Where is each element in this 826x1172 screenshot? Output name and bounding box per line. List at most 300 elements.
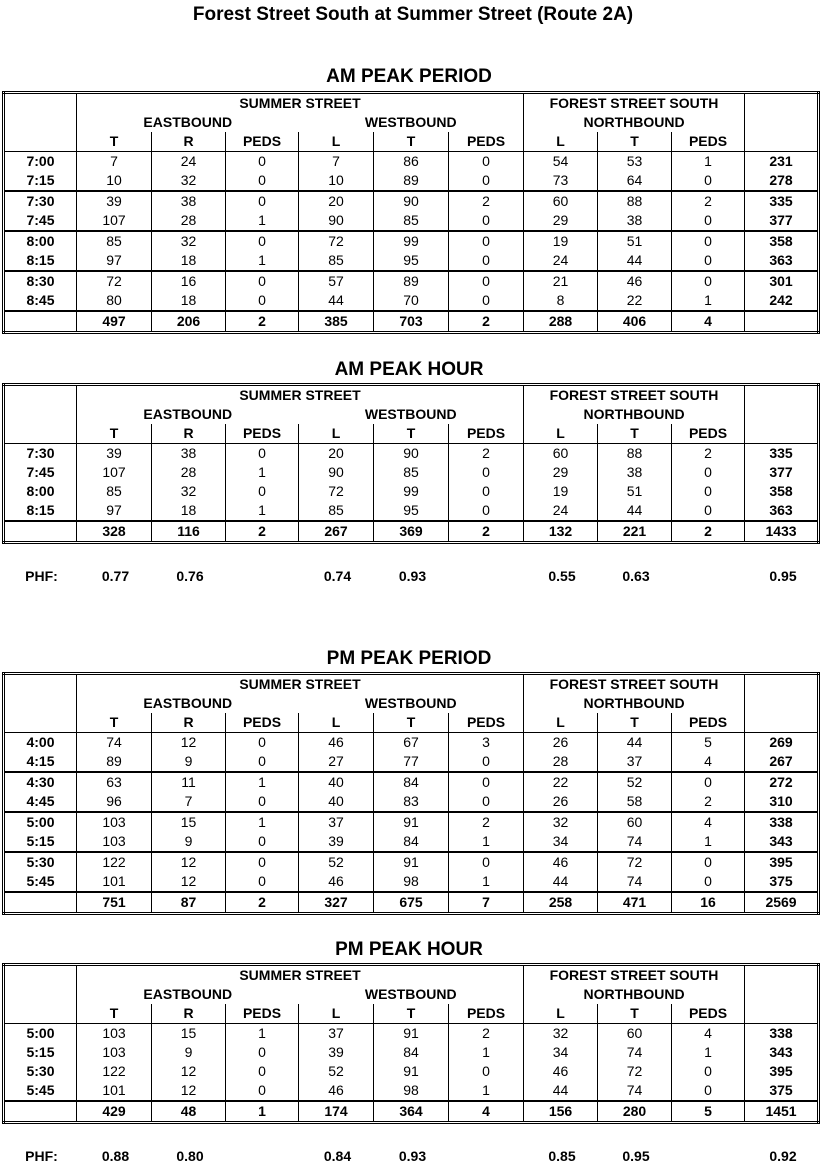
count-cell: 24 xyxy=(152,152,226,172)
time-cell: 5:30 xyxy=(26,1063,55,1079)
count-cell: 38 xyxy=(598,463,672,482)
total-cell: 87 xyxy=(152,892,226,914)
time-cell: 7:45 xyxy=(26,464,55,480)
count-cell: 107 xyxy=(77,211,152,231)
count-cell: 74 xyxy=(77,733,152,753)
header-row-direction xyxy=(4,405,819,424)
movement-header: PEDS xyxy=(672,1004,745,1024)
row-total-cell: 278 xyxy=(745,171,819,191)
header-total-cell xyxy=(745,985,819,1004)
total-cell: 328 xyxy=(77,521,152,543)
count-cell: 85 xyxy=(299,501,374,521)
table-row xyxy=(4,772,819,792)
grand-total-cell: 1433 xyxy=(745,521,819,543)
count-cell: 86 xyxy=(374,152,449,172)
phf-value: 0.80 xyxy=(176,1148,204,1164)
header-total-cell xyxy=(745,113,819,132)
grand-total-cell: 2569 xyxy=(745,892,819,914)
count-cell: 0 xyxy=(672,463,745,482)
total-cell: 206 xyxy=(152,311,226,333)
count-cell: 16 xyxy=(152,271,226,291)
totals-label-cell xyxy=(4,521,77,543)
total-cell: 2 xyxy=(672,521,745,543)
header-summer-street: SUMMER STREET xyxy=(77,93,524,114)
count-cell: 2 xyxy=(672,191,745,211)
count-cell: 0 xyxy=(672,501,745,521)
movement-header: PEDS xyxy=(226,132,299,152)
row-total-cell: 310 xyxy=(745,792,819,812)
count-table xyxy=(2,91,820,334)
count-cell: 60 xyxy=(524,191,598,211)
count-cell: 5 xyxy=(672,733,745,753)
header-row-direction xyxy=(4,985,819,1004)
total-cell: 132 xyxy=(524,521,598,543)
count-cell: 99 xyxy=(374,482,449,501)
count-cell: 0 xyxy=(672,1062,745,1081)
corner-cell xyxy=(4,985,77,1004)
header-row-movement xyxy=(4,132,819,152)
count-cell: 88 xyxy=(598,444,672,464)
count-cell: 26 xyxy=(524,733,598,753)
corner-cell xyxy=(4,674,77,695)
total-cell: 703 xyxy=(374,311,449,333)
total-cell: 471 xyxy=(598,892,672,914)
count-cell: 12 xyxy=(152,733,226,753)
movement-header: L xyxy=(299,1004,374,1024)
time-cell: 7:45 xyxy=(4,211,77,231)
time-cell: 8:00 xyxy=(26,233,55,249)
count-cell: 91 xyxy=(374,852,449,872)
count-cell: 67 xyxy=(374,733,449,753)
row-total-cell: 343 xyxy=(745,832,819,852)
count-cell: 53 xyxy=(598,152,672,172)
corner-cell xyxy=(4,93,77,114)
count-cell: 32 xyxy=(152,171,226,191)
table-row xyxy=(4,872,819,892)
movement-header: L xyxy=(524,424,598,444)
count-cell: 85 xyxy=(299,251,374,271)
count-cell: 20 xyxy=(299,444,374,464)
phf-value: 0.55 xyxy=(548,568,576,584)
movement-header: T xyxy=(77,132,152,152)
table-row xyxy=(4,733,819,753)
row-total-cell: 363 xyxy=(745,251,819,271)
count-cell: 9 xyxy=(152,832,226,852)
movement-header: T xyxy=(374,424,449,444)
totals-row xyxy=(4,892,819,914)
movement-header: PEDS xyxy=(672,713,745,733)
total-cell: 1 xyxy=(226,1101,299,1123)
total-cell: 288 xyxy=(524,311,598,333)
count-cell: 1 xyxy=(226,1024,299,1044)
movement-header: PEDS xyxy=(449,132,524,152)
count-cell: 0 xyxy=(226,482,299,501)
count-cell: 0 xyxy=(226,171,299,191)
count-cell: 2 xyxy=(449,1024,524,1044)
row-total-cell: 358 xyxy=(745,482,819,501)
total-cell: 267 xyxy=(299,521,374,543)
count-cell: 90 xyxy=(374,444,449,464)
count-cell: 97 xyxy=(77,251,152,271)
phf-row xyxy=(5,1147,820,1166)
count-cell: 0 xyxy=(449,792,524,812)
count-cell: 8 xyxy=(524,291,598,311)
count-cell: 38 xyxy=(152,191,226,211)
count-cell: 90 xyxy=(299,463,374,482)
count-cell: 1 xyxy=(449,1043,524,1062)
count-cell: 72 xyxy=(77,271,152,291)
header-northbound: NORTHBOUND xyxy=(524,405,745,424)
count-cell: 46 xyxy=(524,852,598,872)
total-cell: 7 xyxy=(449,892,524,914)
count-cell: 96 xyxy=(77,792,152,812)
count-cell: 1 xyxy=(226,501,299,521)
count-cell: 12 xyxy=(152,1081,226,1101)
grand-total-cell: 1451 xyxy=(745,1101,819,1123)
count-cell: 0 xyxy=(672,271,745,291)
movement-header: T xyxy=(77,424,152,444)
count-cell: 83 xyxy=(374,792,449,812)
movement-header: PEDS xyxy=(449,424,524,444)
count-cell: 85 xyxy=(77,482,152,501)
count-cell: 77 xyxy=(374,752,449,772)
total-cell: 369 xyxy=(374,521,449,543)
movement-header: PEDS xyxy=(672,132,745,152)
header-northbound: NORTHBOUND xyxy=(524,694,745,713)
header-row-street xyxy=(4,674,819,695)
count-cell: 103 xyxy=(77,812,152,832)
count-cell: 11 xyxy=(152,772,226,792)
count-cell: 12 xyxy=(152,872,226,892)
count-cell: 101 xyxy=(77,872,152,892)
phf-value: 0.76 xyxy=(176,568,204,584)
totals-label-cell xyxy=(4,311,77,333)
count-cell: 18 xyxy=(152,501,226,521)
count-cell: 0 xyxy=(226,152,299,172)
count-cell: 9 xyxy=(152,1043,226,1062)
totals-row xyxy=(4,521,819,543)
total-cell: 364 xyxy=(374,1101,449,1123)
count-cell: 98 xyxy=(374,872,449,892)
count-cell: 0 xyxy=(672,211,745,231)
count-cell: 52 xyxy=(598,772,672,792)
count-cell: 19 xyxy=(524,482,598,501)
count-cell: 103 xyxy=(77,1024,152,1044)
phf-value: 0.93 xyxy=(398,1148,427,1164)
count-table xyxy=(2,963,820,1124)
section-title: PM PEAK PERIOD xyxy=(326,648,492,669)
count-cell: 74 xyxy=(598,872,672,892)
phf-total: 0.92 xyxy=(769,1148,797,1164)
count-cell: 0 xyxy=(672,1081,745,1101)
total-cell: 2 xyxy=(226,892,299,914)
time-cell: 4:15 xyxy=(4,752,77,772)
phf-row xyxy=(5,567,820,586)
count-cell: 38 xyxy=(152,444,226,464)
header-westbound: WESTBOUND xyxy=(364,695,457,711)
movement-header: R xyxy=(152,132,226,152)
count-cell: 63 xyxy=(77,772,152,792)
count-cell: 51 xyxy=(598,482,672,501)
table-row xyxy=(4,291,819,311)
count-cell: 72 xyxy=(598,852,672,872)
header-forest-street: FOREST STREET SOUTH xyxy=(524,93,745,114)
header-total-cell xyxy=(745,713,819,733)
count-cell: 122 xyxy=(77,852,152,872)
count-cell: 7 xyxy=(152,792,226,812)
total-cell: 156 xyxy=(524,1101,598,1123)
count-cell: 85 xyxy=(374,211,449,231)
movement-header: R xyxy=(152,713,226,733)
count-cell: 0 xyxy=(226,444,299,464)
total-cell: 4 xyxy=(672,311,745,333)
header-row-street xyxy=(4,385,819,406)
header-total-cell xyxy=(745,93,819,114)
row-total-cell: 375 xyxy=(745,872,819,892)
movement-header: PEDS xyxy=(226,424,299,444)
total-cell: 406 xyxy=(598,311,672,333)
movement-header: T xyxy=(374,713,449,733)
phf-value: 0.93 xyxy=(398,568,427,584)
count-cell: 0 xyxy=(449,772,524,792)
count-cell: 0 xyxy=(226,291,299,311)
section-title: AM PEAK PERIOD xyxy=(326,66,492,87)
header-total-cell xyxy=(745,405,819,424)
count-cell: 73 xyxy=(524,171,598,191)
row-total-cell: 358 xyxy=(745,231,819,251)
count-cell: 18 xyxy=(152,251,226,271)
count-cell: 18 xyxy=(152,291,226,311)
count-cell: 1 xyxy=(449,832,524,852)
phf-value: 0.95 xyxy=(622,1148,650,1164)
table-row xyxy=(4,852,819,872)
count-cell: 0 xyxy=(449,752,524,772)
time-cell: 7:30 xyxy=(26,445,55,461)
row-total-cell: 301 xyxy=(745,271,819,291)
count-cell: 101 xyxy=(77,1081,152,1101)
count-cell: 72 xyxy=(299,482,374,501)
count-cell: 32 xyxy=(152,231,226,251)
total-cell: 16 xyxy=(672,892,745,914)
count-cell: 22 xyxy=(598,291,672,311)
table-row xyxy=(4,211,819,231)
total-cell: 221 xyxy=(598,521,672,543)
row-total-cell: 377 xyxy=(745,463,819,482)
row-total-cell: 231 xyxy=(745,152,819,172)
count-cell: 74 xyxy=(598,1081,672,1101)
count-cell: 0 xyxy=(449,1062,524,1081)
header-total-cell xyxy=(745,385,819,406)
movement-header: T xyxy=(374,132,449,152)
count-cell: 58 xyxy=(598,792,672,812)
count-cell: 0 xyxy=(226,231,299,251)
count-cell: 85 xyxy=(374,463,449,482)
header-row-street xyxy=(4,965,819,986)
count-cell: 89 xyxy=(374,271,449,291)
total-cell: 675 xyxy=(374,892,449,914)
totals-label-cell xyxy=(4,1101,77,1123)
corner-cell xyxy=(4,424,77,444)
time-cell: 5:15 xyxy=(4,832,77,852)
count-cell: 9 xyxy=(152,752,226,772)
phf-value: 0.74 xyxy=(323,568,352,584)
section-title: AM PEAK HOUR xyxy=(334,359,484,380)
movement-header: T xyxy=(598,132,672,152)
phf-value xyxy=(450,567,525,586)
count-cell: 99 xyxy=(374,231,449,251)
count-cell: 0 xyxy=(226,1081,299,1101)
header-westbound: WESTBOUND xyxy=(364,406,457,422)
count-cell: 84 xyxy=(374,772,449,792)
corner-cell xyxy=(4,113,77,132)
time-cell: 7:30 xyxy=(26,193,55,209)
count-cell: 28 xyxy=(152,211,226,231)
count-cell: 21 xyxy=(524,271,598,291)
row-total-cell: 395 xyxy=(745,852,819,872)
phf-total: 0.95 xyxy=(769,568,797,584)
count-cell: 37 xyxy=(299,812,374,832)
header-eastbound: EASTBOUND xyxy=(77,985,299,1004)
time-cell: 7:15 xyxy=(4,171,77,191)
total-cell: 2 xyxy=(449,311,524,333)
count-cell: 89 xyxy=(77,752,152,772)
table-row xyxy=(4,191,819,211)
count-cell: 54 xyxy=(524,152,598,172)
phf-value: 0.88 xyxy=(101,1148,130,1164)
movement-header: PEDS xyxy=(449,713,524,733)
header-row-movement xyxy=(4,424,819,444)
totals-row xyxy=(4,1101,819,1123)
count-cell: 46 xyxy=(299,1081,374,1101)
count-cell: 72 xyxy=(299,231,374,251)
count-cell: 122 xyxy=(77,1062,152,1081)
row-total-cell: 338 xyxy=(745,812,819,832)
phf-label: PHF: xyxy=(25,1148,58,1164)
movement-header: PEDS xyxy=(226,1004,299,1024)
count-cell: 0 xyxy=(226,733,299,753)
count-table xyxy=(2,383,820,544)
time-cell: 8:00 xyxy=(26,483,55,499)
movement-header: T xyxy=(374,1004,449,1024)
movement-header: L xyxy=(524,713,598,733)
count-cell: 103 xyxy=(77,1043,152,1062)
count-cell: 95 xyxy=(374,251,449,271)
count-cell: 4 xyxy=(672,752,745,772)
count-cell: 37 xyxy=(598,752,672,772)
header-summer-street: SUMMER STREET xyxy=(77,674,524,695)
total-cell: 258 xyxy=(524,892,598,914)
count-cell: 84 xyxy=(374,832,449,852)
total-cell: 116 xyxy=(152,521,226,543)
count-cell: 0 xyxy=(226,1062,299,1081)
total-cell: 2 xyxy=(226,311,299,333)
table-row xyxy=(4,152,819,172)
movement-header: T xyxy=(77,713,152,733)
count-cell: 0 xyxy=(672,231,745,251)
row-total-cell: 363 xyxy=(745,501,819,521)
row-total-cell: 395 xyxy=(745,1062,819,1081)
count-cell: 0 xyxy=(449,231,524,251)
count-cell: 46 xyxy=(598,271,672,291)
total-cell: 4 xyxy=(449,1101,524,1123)
count-cell: 91 xyxy=(374,1024,449,1044)
count-cell: 1 xyxy=(226,251,299,271)
header-row-street xyxy=(4,93,819,114)
movement-header: R xyxy=(152,424,226,444)
count-cell: 7 xyxy=(299,152,374,172)
count-cell: 85 xyxy=(77,231,152,251)
phf-value xyxy=(673,1147,746,1166)
corner-cell xyxy=(4,965,77,986)
count-cell: 15 xyxy=(152,1024,226,1044)
header-eastbound: EASTBOUND xyxy=(77,694,299,713)
row-total-cell: 272 xyxy=(745,772,819,792)
count-cell: 1 xyxy=(672,1043,745,1062)
count-cell: 0 xyxy=(672,171,745,191)
count-cell: 22 xyxy=(524,772,598,792)
count-cell: 74 xyxy=(598,1043,672,1062)
time-cell: 8:45 xyxy=(4,291,77,311)
table-row xyxy=(4,271,819,291)
movement-header: PEDS xyxy=(226,713,299,733)
row-total-cell: 335 xyxy=(745,444,819,464)
count-cell: 2 xyxy=(449,191,524,211)
count-cell: 89 xyxy=(374,171,449,191)
time-cell: 5:30 xyxy=(26,854,55,870)
count-cell: 1 xyxy=(226,211,299,231)
table-row xyxy=(4,251,819,271)
total-cell: 327 xyxy=(299,892,374,914)
count-cell: 52 xyxy=(299,1062,374,1081)
phf-value xyxy=(227,1147,300,1166)
corner-cell xyxy=(4,132,77,152)
count-cell: 4 xyxy=(672,812,745,832)
count-cell: 0 xyxy=(226,752,299,772)
count-cell: 32 xyxy=(524,812,598,832)
total-cell: 429 xyxy=(77,1101,152,1123)
time-cell: 4:30 xyxy=(26,774,55,790)
count-cell: 52 xyxy=(299,852,374,872)
totals-label-cell xyxy=(4,892,77,914)
table-row xyxy=(4,444,819,464)
count-cell: 0 xyxy=(449,501,524,521)
count-cell: 91 xyxy=(374,812,449,832)
header-eastbound: EASTBOUND xyxy=(77,405,299,424)
count-cell: 103 xyxy=(77,832,152,852)
count-cell: 40 xyxy=(299,792,374,812)
count-cell: 29 xyxy=(524,463,598,482)
count-cell: 0 xyxy=(672,251,745,271)
table-row xyxy=(4,1024,819,1044)
header-westbound: WESTBOUND xyxy=(364,114,457,130)
count-cell: 44 xyxy=(598,251,672,271)
movement-header: PEDS xyxy=(672,424,745,444)
count-cell: 51 xyxy=(598,231,672,251)
totals-row xyxy=(4,311,819,333)
header-row-direction xyxy=(4,694,819,713)
movement-header: L xyxy=(299,424,374,444)
corner-cell xyxy=(4,1004,77,1024)
phf-value xyxy=(673,567,746,586)
count-cell: 38 xyxy=(598,211,672,231)
count-cell: 2 xyxy=(449,812,524,832)
count-cell: 44 xyxy=(598,733,672,753)
header-summer-street: SUMMER STREET xyxy=(77,385,524,406)
phf-value: 0.63 xyxy=(622,568,650,584)
movement-header: T xyxy=(77,1004,152,1024)
corner-cell xyxy=(4,694,77,713)
count-cell: 3 xyxy=(449,733,524,753)
